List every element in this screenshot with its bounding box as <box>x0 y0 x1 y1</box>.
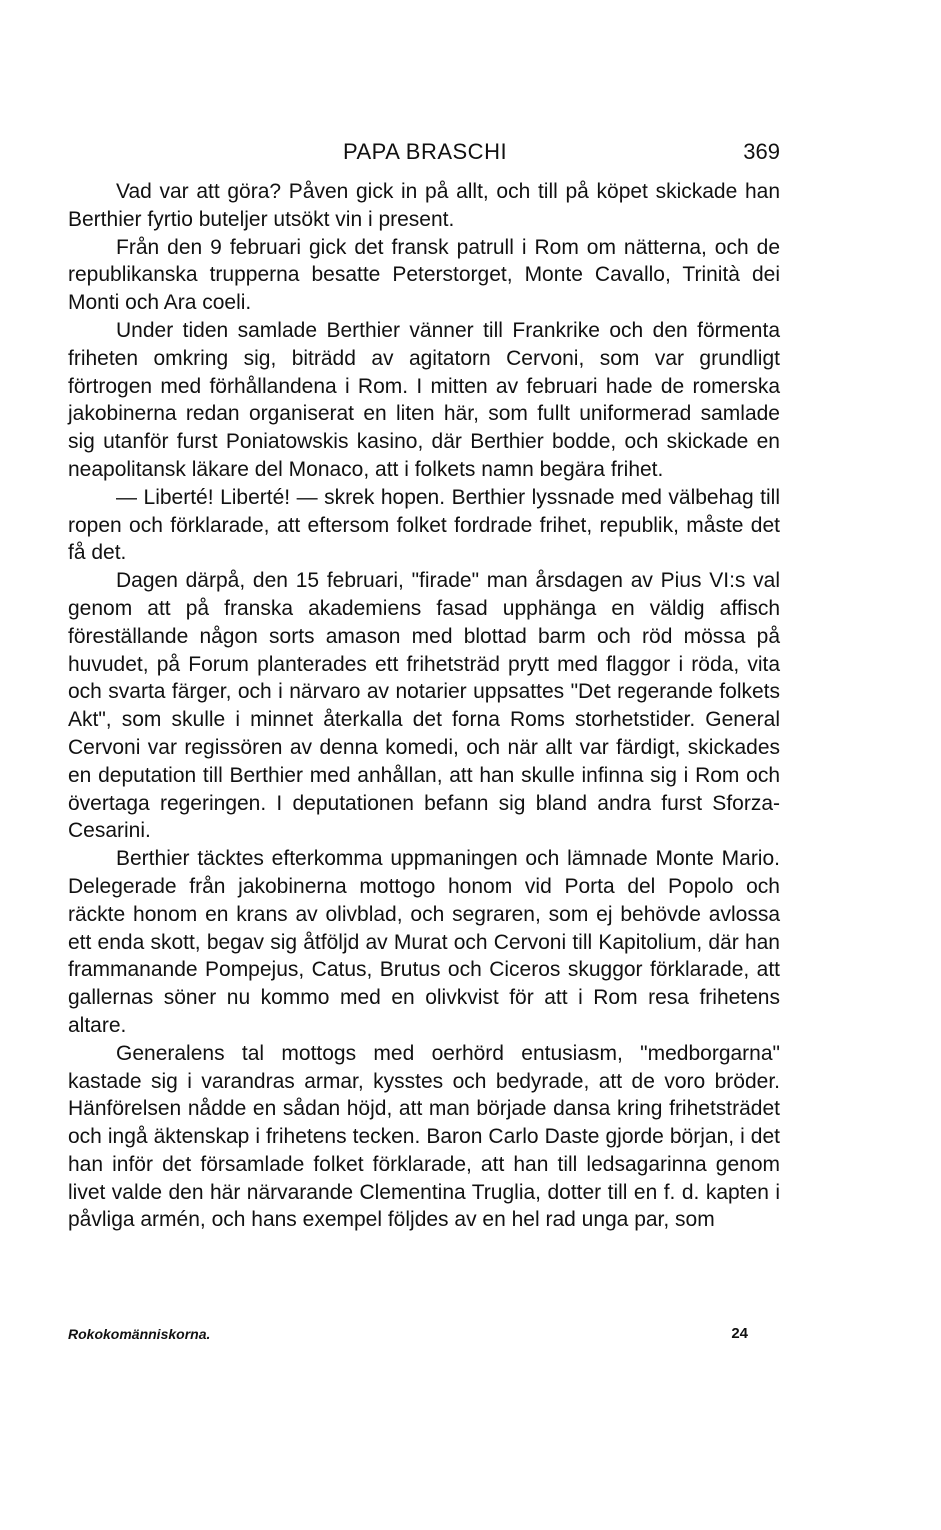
running-head <box>70 136 780 168</box>
body-text <box>68 178 780 1234</box>
sheet-number: 24 <box>731 1325 748 1342</box>
paragraph: Under tiden samlade Berthier vänner till Frankrike och den förmenta friheten omkring sig, biträdd av agitatorn Cervoni, som var grundligt förtrogen med förhållandena i Rom. I mitten av februari hade de romerska jakobinerna redan organiserat en liten här, som fullt uniformerad samlade sig utanför furst Poniatowskis kasino, där Berthier bodde, och skickade en neapolitansk läkare del Monaco, att i folkets namn begära frihet. <box>68 318 780 481</box>
paragraph: Generalens tal mottogs med oerhörd entusiasm, "medborgarna" kastade sig i varandras armar, kysstes och bedyrade, att de voro bröder. Hänförelsen nådde en sådan höjd, att man började dansa kring frihetsträdet och ingå äktenskap i frihetens tecken. Baron Carlo Daste gjorde början, i det han inför det församlade folket förklarade, att han till ledsagarinna genom livet valde den här närvarande Clementina Truglia, dotter till en f. d. kapten i påvliga armén, och hans exempel följdes av en hel rad unga par, som <box>68 1041 780 1232</box>
running-title: PAPA BRASCHI <box>342 139 508 164</box>
paragraph: Vad var att göra? Påven gick in på allt, och till på köpet skickade han Berthier fyrtio buteljer utsökt vin i present. <box>68 180 780 231</box>
paragraph: Från den 9 februari gick det fransk patrull i Rom om nätterna, och de republikanska trupperna besatte Peterstorget, Monte Cavallo, Trinità dei Monti och Ara coeli. <box>68 235 780 315</box>
page-footer <box>68 1322 778 1346</box>
page-number: 369 <box>743 139 780 164</box>
signature-mark: Rokokomänniskorna. <box>68 1326 211 1342</box>
paragraph: — Liberté! Liberté! — skrek hopen. Berthier lyssnade med välbehag till ropen och förklarade, att eftersom folket fordrade frihet, republik, måste det få det. <box>68 485 780 565</box>
paragraph: Dagen därpå, den 15 februari, "firade" man årsdagen av Pius VI:s val genom att på franska akademiens fasad upphänga en väldig affisch föreställande någon sorts amason med blottad barm och röd mössa på huvudet, på Forum planterades ett frihetsträd prytt med flaggor i röda, vita och svarta färger, och i närvaro av notarier uppsattes "Det regerande folkets Akt", som skulle i minnet återkalla det forna Roms storhetstider. General Cervoni var regissören av denna komedi, och när allt var färdigt, skickades en deputation till Berthier med anhållan, att han skulle infinna sig i Rom och övertaga regeringen. I deputationen befann sig bland andra furst Sforza-Cesarini. <box>68 569 780 843</box>
paragraph: Berthier täcktes efterkomma uppmaningen och lämnade Monte Mario. Delegerade från jakobinerna mottogo honom vid Porta del Popolo och räckte honom en krans av olivblad, och segraren, som ej behövde avlossa ett enda skott, begav sig åtföljd av Murat och Cervoni till Kapitolium, där han frammanande Pompejus, Catus, Brutus och Ciceros skuggor förklarade, att gallernas söner nu kommo med en olivkvist för att i Rom resa frihetens altare. <box>68 847 780 1037</box>
